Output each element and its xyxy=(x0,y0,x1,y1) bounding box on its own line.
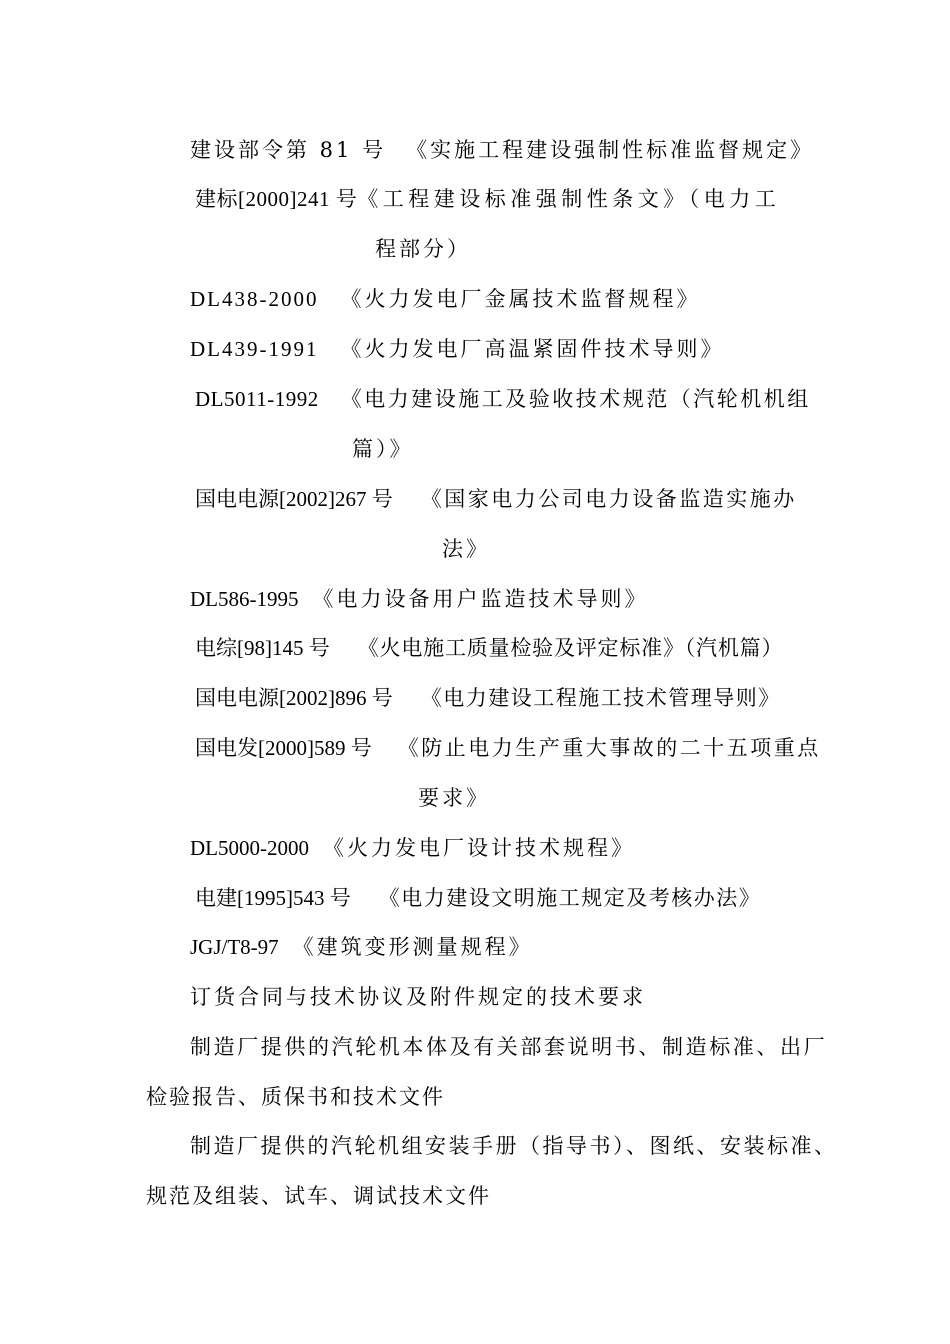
reference-line xyxy=(195,389,811,410)
reference-code: DL438-2000 xyxy=(190,287,319,311)
reference-line xyxy=(195,888,761,909)
reference-line xyxy=(195,489,797,510)
reference-line-continuation: 程部分） xyxy=(375,237,471,261)
reference-title: 《电力建设文明施工规定及考核办法》 xyxy=(378,886,762,910)
reference-line xyxy=(190,937,533,958)
reference-line-continuation: 篇）》 xyxy=(352,437,414,461)
reference-line xyxy=(190,289,701,310)
reference-title: 《国家电力公司电力设备监造实施办 xyxy=(420,487,797,511)
reference-code: JGJ/T8-97 xyxy=(190,935,279,959)
reference-code: 电建[1995]543 号 xyxy=(195,886,351,910)
reference-title: 《电力建设工程施工技术管理导则》 xyxy=(420,686,781,710)
reference-line xyxy=(195,638,783,659)
reference-title: 《火力发电厂设计技术规程》 xyxy=(323,836,635,860)
reference-line-continuation: 要求》 xyxy=(418,786,490,810)
reference-code: DL5011-1992 xyxy=(195,387,319,411)
reference-code: 国电电源[2002]896 号 xyxy=(195,686,393,710)
body-paragraph: 制造厂提供的汽轮机组安装手册（指导书）、图纸、安装标准、 xyxy=(190,1134,838,1158)
reference-code: 建设部令第 81 号 xyxy=(190,138,387,162)
reference-title: 《建筑变形测量规程》 xyxy=(292,935,533,959)
body-paragraph: 制造厂提供的汽轮机本体及有关部套说明书、制造标准、出厂 xyxy=(190,1035,828,1059)
reference-title: 《火力发电厂金属技术监督规程》 xyxy=(340,287,701,311)
reference-line xyxy=(195,738,821,759)
reference-line xyxy=(190,838,635,859)
reference-code: DL5000-2000 xyxy=(190,836,309,860)
body-paragraph-continuation: 规范及组装、试车、调试技术文件 xyxy=(146,1184,491,1208)
reference-code: DL586-1995 xyxy=(190,587,299,611)
reference-title: 《火力发电厂高温紧固件技术导则》 xyxy=(340,337,725,361)
reference-title: 《工程建设标准强制性条文》（电力工 xyxy=(357,187,781,211)
reference-code: DL439-1991 xyxy=(190,337,319,361)
body-paragraph: 订货合同与技术协议及附件规定的技术要求 xyxy=(190,985,646,1009)
reference-code: 国电发[2000]589 号 xyxy=(195,736,372,760)
reference-title: 《防止电力生产重大事故的二十五项重点 xyxy=(397,736,821,760)
reference-line-continuation: 法》 xyxy=(442,537,490,561)
reference-title: 《电力建设施工及验收技术规范（汽轮机机组 xyxy=(340,387,811,411)
body-paragraph-continuation: 检验报告、质保书和技术文件 xyxy=(146,1085,445,1109)
reference-code: 电综[98]145 号 xyxy=(195,636,330,660)
reference-line xyxy=(190,589,649,610)
reference-code: 国电电源[2002]267 号 xyxy=(195,487,393,511)
reference-title: 《电力设备用户监造技术导则》 xyxy=(312,587,649,611)
reference-title: 《火电施工质量检验及评定标准》（汽机篇） xyxy=(357,636,784,660)
reference-line xyxy=(190,339,725,360)
reference-code: 建标[2000]241 号 xyxy=(195,187,358,211)
reference-line xyxy=(190,140,814,161)
reference-line xyxy=(195,688,781,709)
reference-line xyxy=(195,189,780,210)
reference-title: 《实施工程建设强制性标准监督规定》 xyxy=(406,138,815,162)
